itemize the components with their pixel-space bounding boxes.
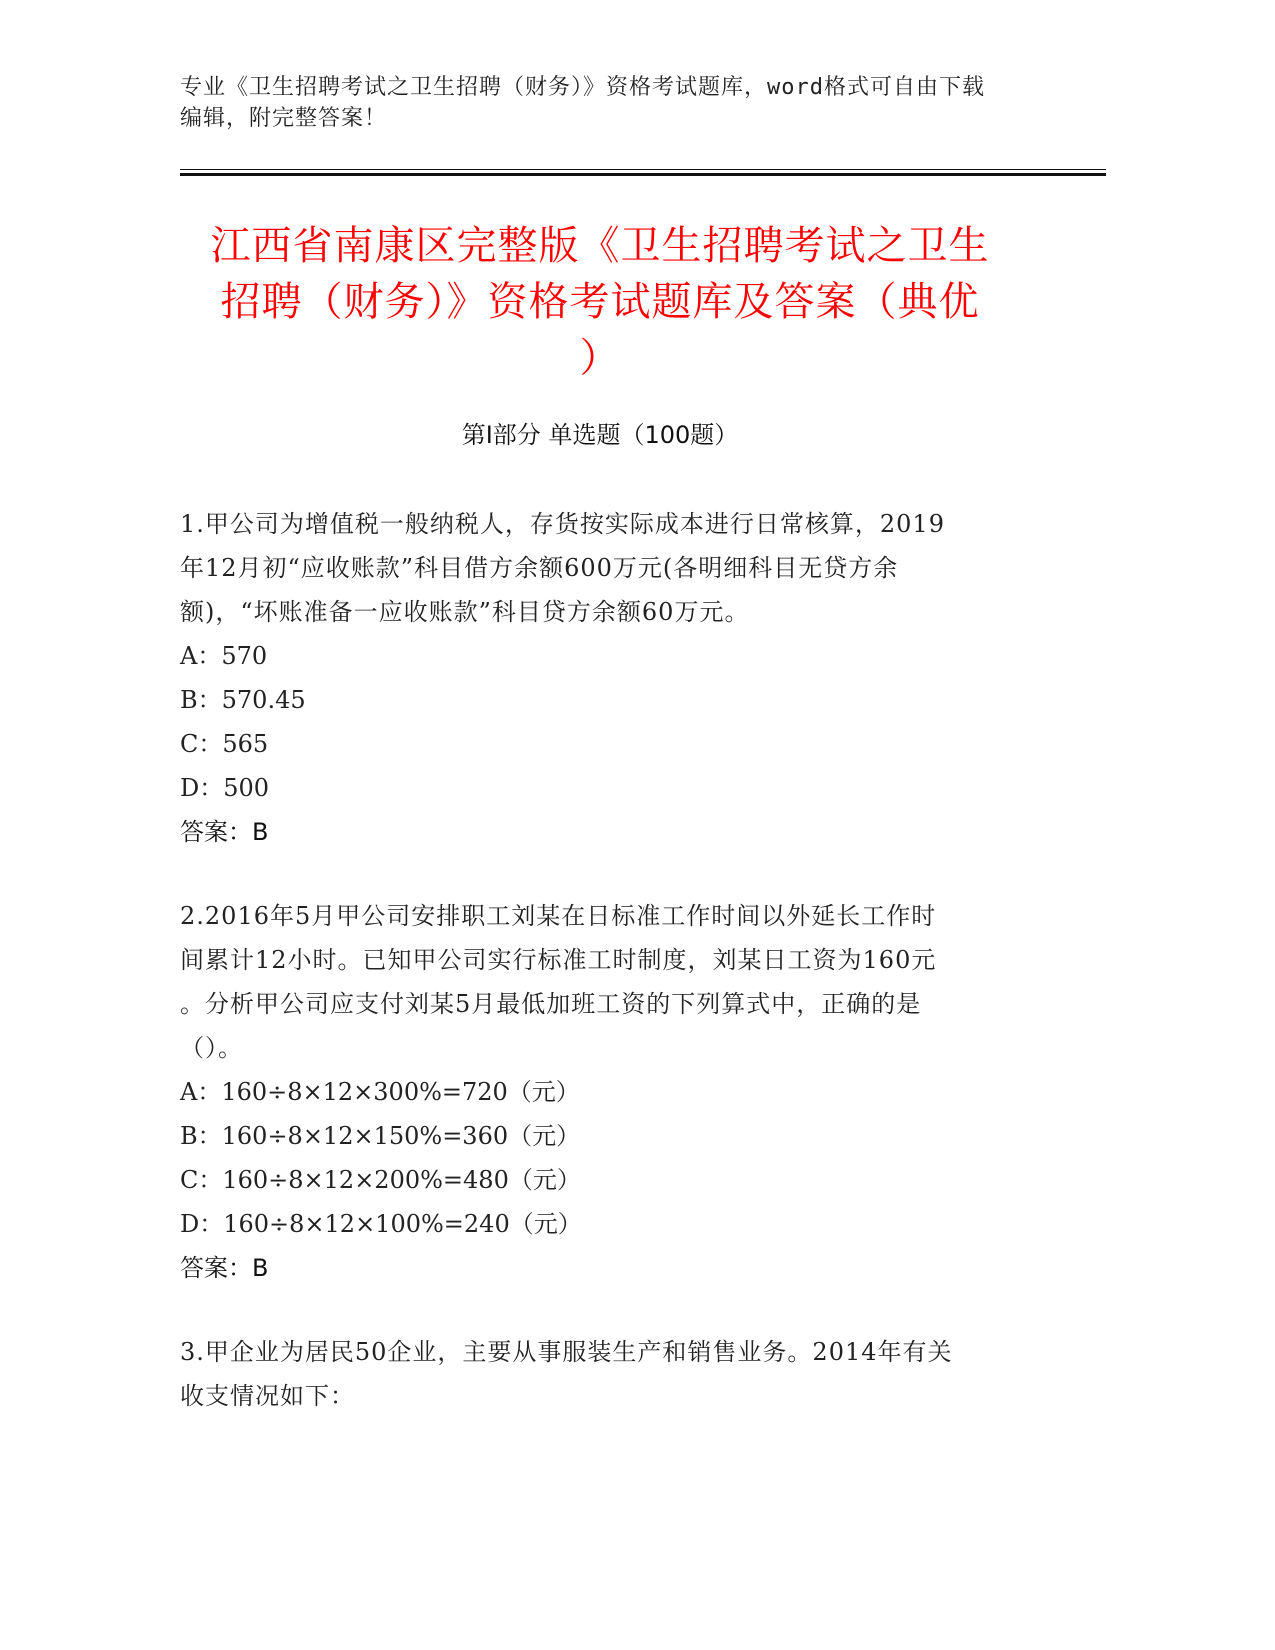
question-3 (180, 1330, 1040, 1418)
document-title (180, 218, 1020, 386)
question-stem (180, 894, 1040, 1070)
stem-line: 。分析甲公司应支付刘某5月最低加班工资的下列算式中，正确的是 (180, 990, 922, 1018)
stem-line: 间累计12小时。已知甲公司实行标准工时制度，刘某日工资为160元 (180, 946, 937, 974)
question-stem (180, 1330, 1040, 1418)
header-note (180, 72, 1040, 134)
stem-line: 2.2016年5月甲公司安排职工刘某在日标准工作时间以外延长工作时 (180, 902, 937, 930)
option-a: A：570 (180, 642, 268, 670)
option-list (180, 634, 1040, 810)
header-divider-thin (180, 169, 1106, 170)
stem-line: 3.甲企业为居民50企业，主要从事服装生产和销售业务。2014年有关 (180, 1338, 953, 1366)
stem-line: 年12月初“应收账款”科目借方余额600万元(各明细科目无贷方余 (180, 554, 899, 582)
header-divider-thick (180, 173, 1106, 176)
stem-line: 1.甲公司为增值税一般纳税人，存货按实际成本进行日常核算，2019 (180, 510, 945, 538)
option-list (180, 1070, 1040, 1246)
header-note-line: 专业《卫生招聘考试之卫生招聘（财务）》资格考试题库，word格式可自由下载 (180, 75, 985, 100)
title-line: ） (579, 335, 621, 381)
stem-line: 收支情况如下： (180, 1382, 355, 1410)
question-2 (180, 894, 1040, 1290)
option-d: D：500 (180, 774, 270, 802)
option-c: C：160÷8×12×200%=480（元） (180, 1166, 581, 1194)
option-c: C：565 (180, 730, 269, 758)
title-line: 江西省南康区完整版《卫生招聘考试之卫生 (210, 223, 990, 269)
question-1 (180, 502, 1040, 854)
header-note-line: 编辑，附完整答案！ (180, 106, 388, 131)
option-d: D：160÷8×12×100%=240（元） (180, 1210, 582, 1238)
question-stem (180, 502, 1040, 634)
stem-line: 额)，“坏账准备一应收账款”科目贷方余额60万元。 (180, 598, 750, 626)
title-line: 招聘（财务）》资格考试题库及答案（典优 (220, 279, 980, 325)
option-a: A：160÷8×12×300%=720（元） (180, 1078, 580, 1106)
stem-line: （）。 (180, 1034, 243, 1062)
option-b: B：570.45 (180, 686, 306, 714)
answer-line: 答案：B (180, 1254, 269, 1282)
option-b: B：160÷8×12×150%=360（元） (180, 1122, 581, 1150)
answer-line: 答案：B (180, 818, 269, 846)
section-heading: 第Ⅰ部分 单选题（100题） (461, 421, 739, 449)
